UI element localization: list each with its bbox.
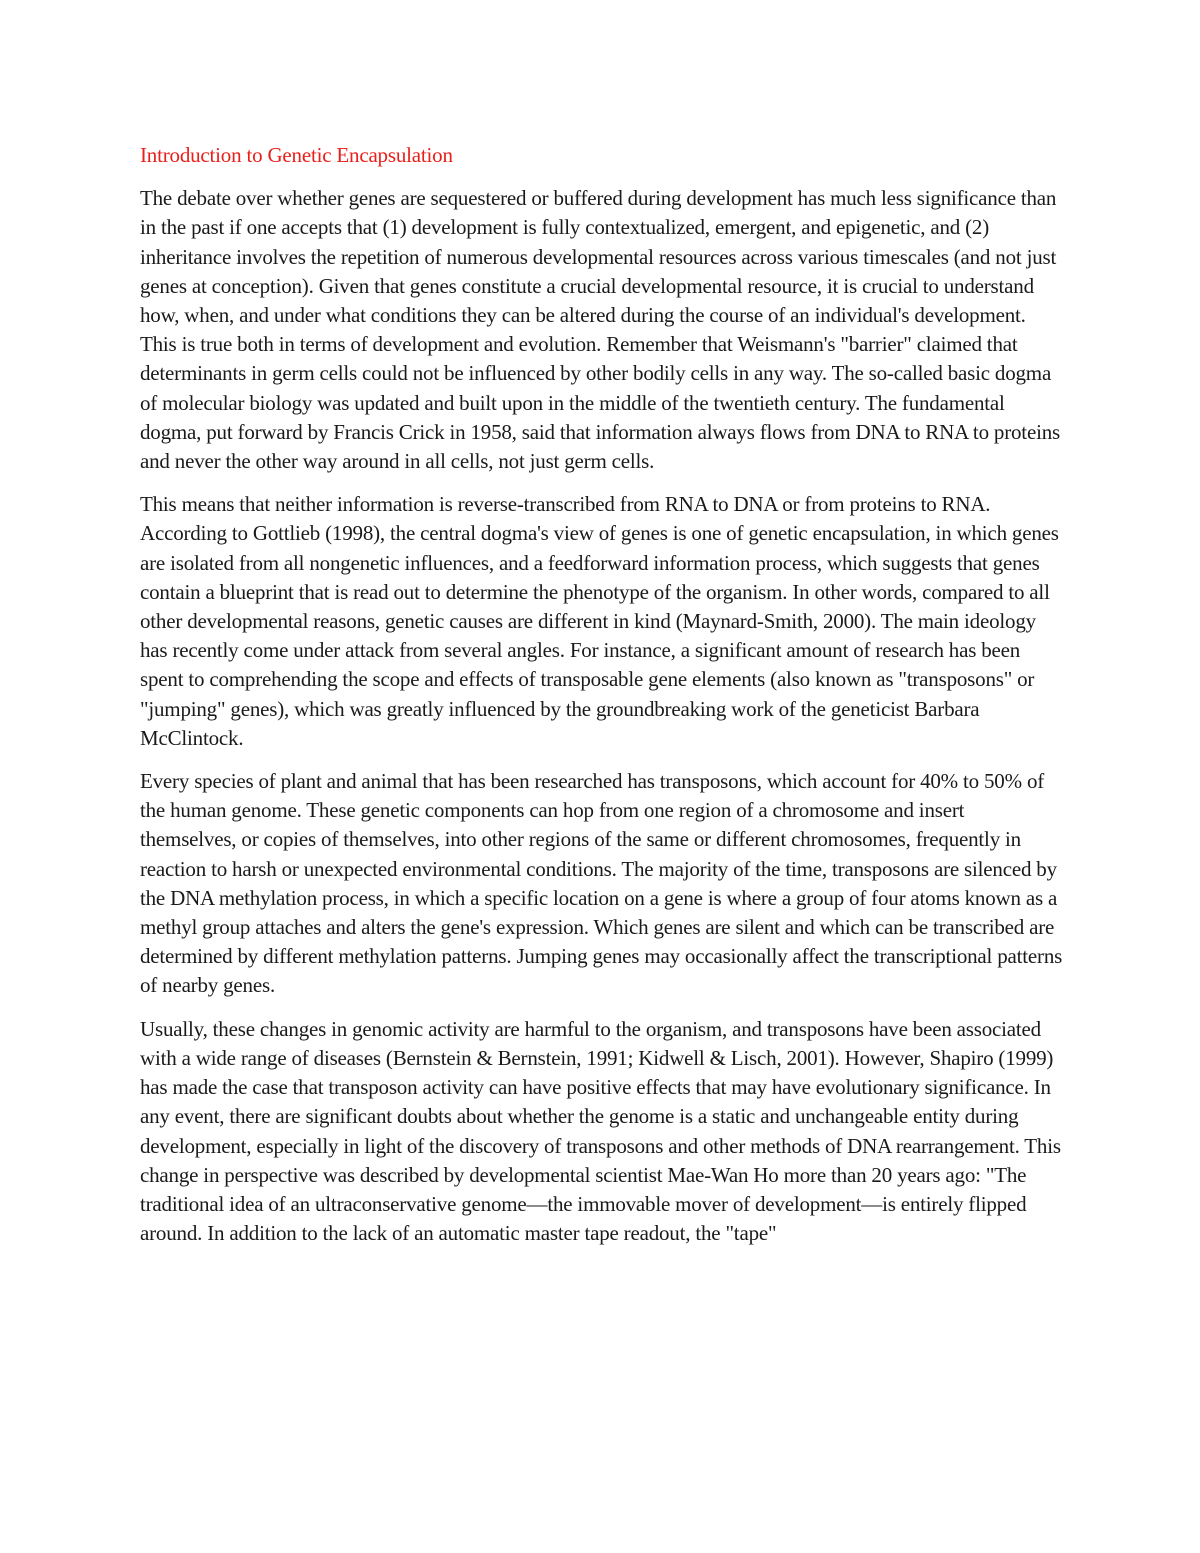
document-body [140, 141, 1065, 1262]
paragraph-4: Usually, these changes in genomic activity are harmful to the organism, and transposons have been associated with a wide range of diseases (Bernstein & Bernstein, 1991; Kidwell & Lisch, 2001). However, Shapiro (1999) has made the case that transposon activity can have positive effects that may have evolutionary significance. In any event, there are significant doubts about whether the genome is a static and unchangeable entity during development, especially in light of the discovery of transposons and other methods of DNA rearrangement. This change in perspective was described by developmental scientist Mae-Wan Ho more than 20 years ago: "The traditional idea of an ultraconservative genome—the immovable mover of development—is entirely flipped around. In addition to the lack of an automatic master tape readout, the "tape" [140, 1016, 1061, 1246]
document-title: Introduction to Genetic Encapsulation [140, 143, 453, 167]
paragraph-2: This means that neither information is reverse-transcribed from RNA to DNA or from proteins to RNA. According to Gottlieb (1998), the central dogma's view of genes is one of genetic encapsulation, in which genes are isolated from all nongenetic influences, and a feedforward information process, which suggests that genes contain a blueprint that is read out to determine the phenotype of the organism. In other words, compared to all other developmental reasons, genetic causes are different in kind (Maynard-Smith, 2000). The main ideology has recently come under attack from several angles. For instance, a significant amount of research has been spent to comprehending the scope and effects of transposable gene elements (also known as "transposons" or "jumping" genes), which was greatly influenced by the groundbreaking work of the geneticist Barbara McClintock. [140, 492, 1059, 750]
paragraph-3: Every species of plant and animal that has been researched has transposons, which account for 40% to 50% of the human genome. These genetic components can hop from one region of a chromosome and insert themselves, or copies of themselves, into other regions of the same or different chromosomes, frequently in reaction to harsh or unexpected environmental conditions. The majority of the time, transposons are silenced by the DNA methylation process, in which a specific location on a gene is where a group of four atoms known as a methyl group attaches and alters the gene's expression. Which genes are silent and which can be transcribed are determined by different methylation patterns. Jumping genes may occasionally affect the transcriptional patterns of nearby genes. [140, 769, 1063, 998]
paragraph-1: The debate over whether genes are sequestered or buffered during development has much less significance than in the past if one accepts that (1) development is fully contextualized, emergent, and epigenetic, and (2) inheritance involves the repetition of numerous developmental resources across various timescales (and not just genes at conception). Given that genes constitute a crucial developmental resource, it is crucial to understand how, when, and under what conditions they can be altered during the course of an individual's development. This is true both in terms of development and evolution. Remember that Weismann's "barrier" claimed that determinants in germ cells could not be influenced by other bodily cells in any way. The so-called basic dogma of molecular biology was updated and built upon in the middle of the twentieth century. The fundamental dogma, put forward by Francis Crick in 1958, said that information always flows from DNA to RNA to proteins and never the other way around in all cells, not just germ cells. [140, 186, 1060, 474]
